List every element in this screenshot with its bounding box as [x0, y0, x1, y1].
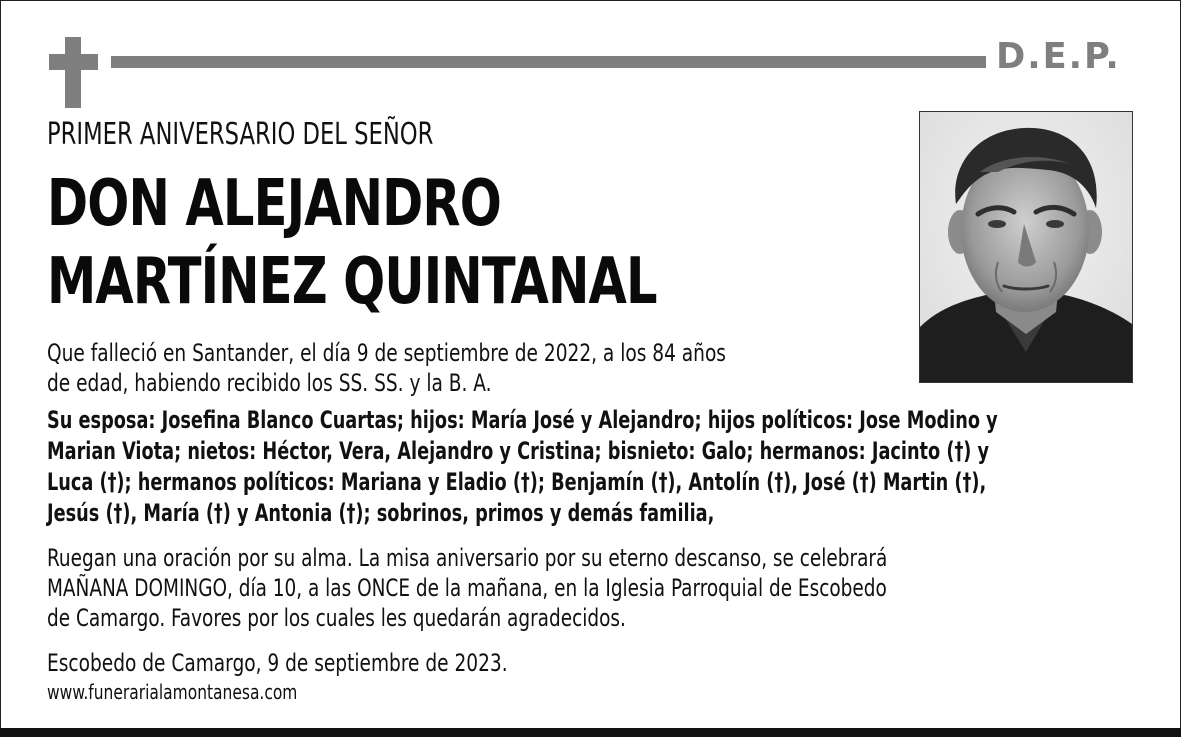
- place-date-line: Escobedo de Camargo, 9 de septiembre de 2023.: [47, 649, 508, 677]
- website-link[interactable]: www.funerarialamontanesa.com: [47, 680, 298, 704]
- mass-line-3: de Camargo. Favores por los cuales les quedarán agradecidos.: [47, 604, 626, 632]
- mass-line-2: MAÑANA DOMINGO, día 10, a las ONCE de la mañana, en la Iglesia Parroquial de Escobedo: [47, 574, 887, 602]
- deceased-name-line-2: MARTÍNEZ QUINTANAL: [47, 245, 657, 319]
- header-rule: [111, 56, 986, 68]
- place-date: [47, 648, 583, 678]
- dep-label: D.E.P.: [996, 36, 1121, 77]
- deceased-portrait: [919, 111, 1133, 383]
- death-notice-line-2: de edad, habiendo recibido los SS. SS. y la B. A.: [47, 369, 492, 397]
- death-notice-line-1: Que falleció en Santander, el día 9 de septiembre de 2022, a los 84 años: [47, 339, 726, 367]
- deceased-name-line-1: DON ALEJANDRO: [47, 167, 501, 241]
- family-line-1: Su esposa: Josefina Blanco Cuartas; hijos: María José y Alejandro; hijos políticos: Jose Modino y: [47, 406, 998, 434]
- family-text: [47, 405, 1181, 529]
- family-line-3: Luca (†); hermanos políticos: Mariana y Eladio (†); Benjamín (†), Antolín (†), José (†) Martin (†),: [47, 468, 987, 496]
- notice-subtitle: PRIMER ANIVERSARIO DEL SEÑOR: [47, 117, 434, 152]
- mass-text: [47, 543, 1030, 633]
- death-notice-text: [47, 338, 837, 398]
- family-line-2: Marian Viota; nietos: Héctor, Vera, Alejandro y Cristina; bisnieto: Galo; hermanos: Jacinto (†) y: [47, 437, 990, 465]
- mass-line-1: Ruegan una oración por su alma. La misa aniversario por su eterno descanso, se celebrará: [47, 544, 888, 572]
- bottom-rule: [0, 728, 1181, 737]
- family-line-4: Jesús (†), María (†) y Antonia (†); sobrinos, primos y demás familia,: [47, 499, 715, 527]
